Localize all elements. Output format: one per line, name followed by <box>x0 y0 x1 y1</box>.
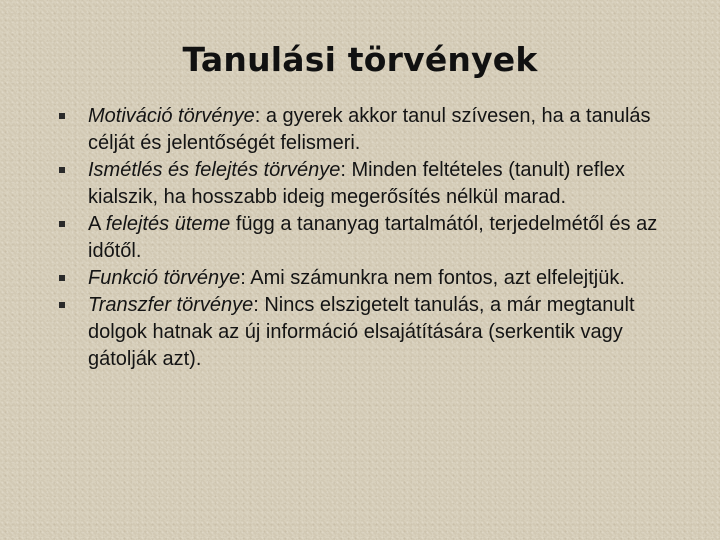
square-bullet-icon <box>59 113 65 119</box>
bullet-item-transfer <box>0 292 720 373</box>
square-bullet-icon <box>59 221 65 227</box>
bullet-list <box>0 103 720 373</box>
bullet-item-function <box>0 265 720 292</box>
bullet-text: Ismétlés és felejtés törvénye: Minden feltételes (tanult) reflex kialszik, ha hosszabb ideig megerősítés nélkül marad. <box>88 159 625 208</box>
slide-title: Tanulási törvények <box>182 40 538 79</box>
bullet-text: Motiváció törvénye: a gyerek akkor tanul szívesen, ha a tanulás célját és jelentőségét felismeri. <box>88 105 651 154</box>
bullet-text: Transzfer törvénye: Nincs elszigetelt tanulás, a már megtanult dolgok hatnak az új információ elsajátítására (serkentik vagy gátolják azt). <box>88 294 635 370</box>
square-bullet-icon <box>59 302 65 308</box>
square-bullet-icon <box>59 275 65 281</box>
bullet-text: Funkció törvénye: Ami számunkra nem fontos, azt elfelejtjük. <box>88 267 625 289</box>
square-bullet-icon <box>59 167 65 173</box>
bullet-item-motivation <box>0 103 720 157</box>
bullet-item-repetition <box>0 157 720 211</box>
bullet-item-forgetting-rate <box>0 211 720 265</box>
bullet-text: A felejtés üteme függ a tananyag tartalmától, terjedelmétől és az időtől. <box>88 213 658 262</box>
